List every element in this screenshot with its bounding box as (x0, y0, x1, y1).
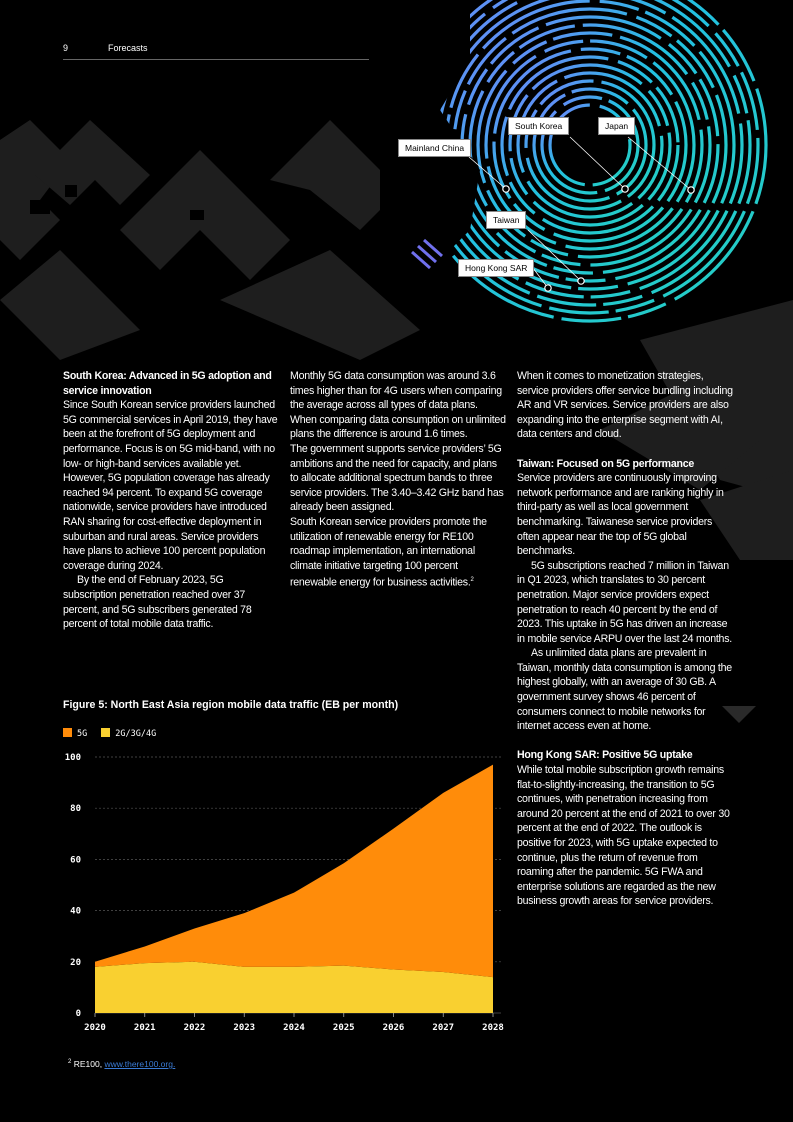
taiwan-marker (578, 278, 584, 284)
page-number: 9 (63, 43, 69, 53)
x-tick-label: 2024 (283, 1023, 305, 1033)
y-tick-label: 100 (64, 753, 81, 763)
y-tick-label: 20 (70, 957, 81, 968)
legend-swatch (101, 728, 110, 737)
footnote-ref[interactable]: 2 (470, 577, 474, 584)
x-tick-label: 2027 (432, 1023, 455, 1033)
area-series-5g (95, 765, 493, 977)
paragraph: The government supports service providers’ 5G ambitions and the need for capacity, and plans to allocate additional spectrum bands to three service providers. The 3.40–3.42 GHz band has already been assigned. (290, 442, 504, 514)
map-label-south-korea: South Korea (508, 117, 569, 135)
paragraph (290, 515, 506, 591)
hong-kong-marker (545, 285, 551, 291)
heading-hong-kong: Hong Kong SAR: Positive 5G uptake (517, 749, 693, 762)
legend-swatch (63, 728, 72, 737)
x-tick-label: 2020 (84, 1023, 106, 1033)
footnote (68, 1059, 175, 1069)
column-south-korea (63, 369, 279, 632)
y-tick-label: 80 (70, 804, 81, 815)
y-tick-label: 60 (70, 855, 81, 866)
legend-label: 5G (77, 729, 88, 739)
y-tick-label: 40 (70, 906, 81, 917)
japan-marker (688, 187, 694, 193)
x-tick-label: 2026 (382, 1023, 405, 1033)
south-korea-marker (622, 186, 628, 192)
map-label-mainland-china: Mainland China (398, 139, 471, 157)
header-divider (63, 59, 369, 60)
mainland-china-marker (503, 186, 509, 192)
paragraph: When it comes to monetization strategies, service providers offer service bundling including AR and VR services. Service providers are also expanding into the enterprise segment with AI, data centers and cloud. (517, 370, 733, 441)
x-tick-label: 2025 (332, 1023, 355, 1033)
legend-item-5g (63, 728, 87, 739)
column-south-korea-continued (290, 369, 506, 590)
legend-label: 2G/3G/4G (115, 729, 157, 739)
heading-south-korea: South Korea: Advanced in 5G adoption and service innovation (63, 370, 272, 397)
y-tick-label: 0 (75, 1009, 81, 1019)
x-tick-label: 2022 (183, 1023, 206, 1033)
map-label-taiwan: Taiwan (486, 211, 526, 229)
paragraph: By the end of February 2023, 5G subscription penetration reached over 37 percent, and 5G subscribers generated 78 percent of total mobile data traffic. (63, 574, 252, 631)
column-taiwan-hongkong (517, 369, 733, 909)
footnote-marker: 2 (68, 1059, 72, 1066)
map-label-hong-kong: Hong Kong SAR (458, 259, 534, 277)
chart-legend (63, 728, 156, 739)
map-label-japan: Japan (598, 117, 635, 135)
x-tick-label: 2023 (233, 1023, 256, 1033)
footnote-link[interactable]: www.there100.org. (104, 1059, 176, 1069)
section-title: Forecasts (108, 43, 148, 53)
x-tick-label: 2021 (133, 1023, 156, 1033)
paragraph: Service providers are continuously improving network performance and are ranking highly in third-party as well as local government benchmarking. Taiwanese service providers often appear near the top of 5G global benchmarks. (517, 472, 724, 558)
legend-item-legacy (101, 728, 156, 739)
paragraph-text: South Korean service providers promote the utilization of renewable energy for RE100 roadmap implementation, an international climate initiative targeting 100 percent renewable energy for business activities. (290, 515, 487, 589)
paragraph: As unlimited data plans are prevalent in Taiwan, monthly data consumption is among the highest globally, with an average of 30 GB. A government survey shows 46 percent of consumers connect to mobile networks for internet access even at home. (517, 647, 732, 733)
paragraph: 5G subscriptions reached 7 million in Taiwan in Q1 2023, which translates to 30 percent penetration. Major service providers expect penetration to reach 40 percent by the end of 2023. This uptake in 5G has driven an increase in mobile service ARPU over the last 24 months. (517, 559, 732, 645)
paragraph: Monthly 5G data consumption was around 3.6 times higher than for 4G users when comparing the average across all types of data plans. When comparing data consumption on unlimited plans the difference is around 1.6 times. (290, 370, 506, 441)
area-chart (55, 748, 515, 1038)
footnote-text: RE100, (73, 1059, 105, 1069)
heading-taiwan: Taiwan: Focused on 5G performance (517, 457, 694, 470)
x-tick-label: 2028 (482, 1023, 504, 1033)
paragraph: While total mobile subscription growth remains flat-to-slightly-increasing, the transition to 5G continues, with penetration increasing from around 20 percent at the end of 2021 to over 30 percent at the end of 2022. The outlook is positive for 2023, with 5G uptake expected to continue, plus the return of revenue from roaming after the pandemic. 5G FWA and enterprise solutions are regarded as the new business growth areas for service providers. (517, 764, 730, 908)
figure-title: Figure 5: North East Asia region mobile data traffic (EB per month) (63, 699, 399, 711)
paragraph: Since South Korean service providers launched 5G commercial services in April 2019, they have been at the forefront of 5G deployment and performance. Focus is on 5G mid-band, with no low- or high-band services available yet. However, 5G population coverage has already reached 94 percent. To expand 5G coverage nationwide, service providers have introduced RAN sharing for cost-effective deployment in suburban and rural areas. Service providers have plans to achieve 100 percent population coverage during 2024. (63, 399, 278, 572)
